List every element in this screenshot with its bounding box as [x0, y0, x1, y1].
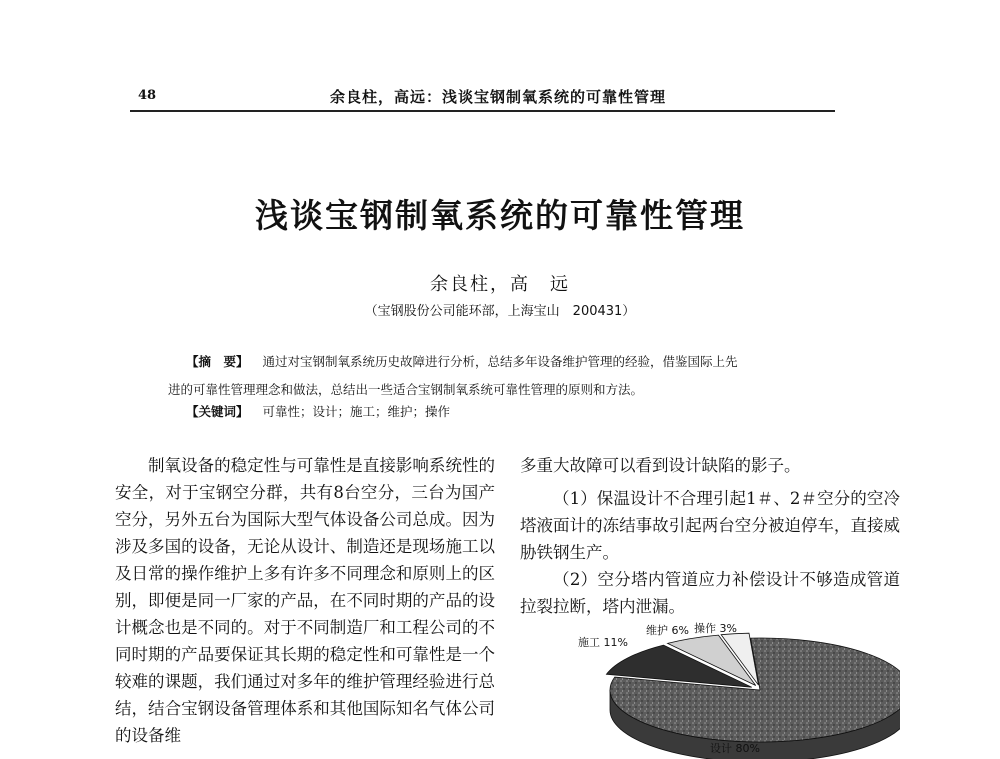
- page-number: 48: [138, 88, 157, 103]
- list-item-1: （1）保温设计不合理引起1＃、2＃空分的空冷塔液面计的冻结事故引起两台空分被迫停车，直接威胁铁钢生产。: [520, 489, 900, 562]
- header-rule: [130, 110, 835, 112]
- pie-label-操作: 操作 3%: [694, 622, 737, 635]
- running-title: 余良柱，高远：浅谈宝钢制氧系统的可靠性管理: [330, 88, 667, 106]
- body-paragraph-left: 制氧设备的稳定性与可靠性是直接影响系统性的安全，对于宝钢空分群，共有8台空分，三台为国产空分，另外五台为国际大型气体设备公司总成。因为涉及多国的设备，无论从设计、制造还是现场施工以及日常的操作维护上多有许多不同理念和原则上的区别，即便是同一厂家的产品，在不同时期的产品的设计概念也是不同的。对于不同制造厂和工程公司的不同时期的产品要保证其长期的稳定性和可靠性是一个较难的课题，我们通过对多年的维护管理经验进行总结，结合宝钢设备管理体系和其他国际知名气体公司的设备维: [115, 456, 495, 745]
- abstract-text-line1: 通过对宝钢制氧系统历史故障进行分析，总结多年设备维护管理的经验，借鉴国际上先: [262, 354, 738, 369]
- pie-label-设计: 设计 80%: [710, 742, 760, 755]
- body-column-left: [115, 452, 495, 749]
- pie-label-施工: 施工 11%: [578, 636, 628, 649]
- abstract-text-line2: 进的可靠性管理理念和做法，总结出一些适合宝钢制氧系统可靠性管理的原则和方法。: [168, 382, 644, 397]
- abstract-label: 【摘 要】: [186, 354, 249, 369]
- list-item-2: （2）空分塔内管道应力补偿设计不够造成管道拉裂拉断，塔内泄漏。: [520, 570, 900, 616]
- pie-chart-svg: [560, 620, 900, 759]
- authors: 余良柱，高 远: [430, 274, 570, 295]
- article-title: 浅谈宝钢制氧系统的可靠性管理: [255, 196, 745, 235]
- abstract: [168, 348, 858, 404]
- running-header: [130, 82, 835, 112]
- affiliation: （宝钢股份公司能环部，上海宝山 200431）: [364, 304, 636, 319]
- body-continuation: 多重大故障可以看到设计缺陷的影子。: [520, 456, 801, 475]
- keywords-text: 可靠性；设计；施工；维护；操作: [262, 404, 451, 419]
- pie-label-维护: 维护 6%: [646, 624, 689, 637]
- failure-cause-pie-chart: [560, 620, 900, 759]
- body-column-right: [520, 452, 900, 620]
- keywords: [186, 402, 450, 420]
- keywords-label: 【关键词】: [186, 404, 249, 419]
